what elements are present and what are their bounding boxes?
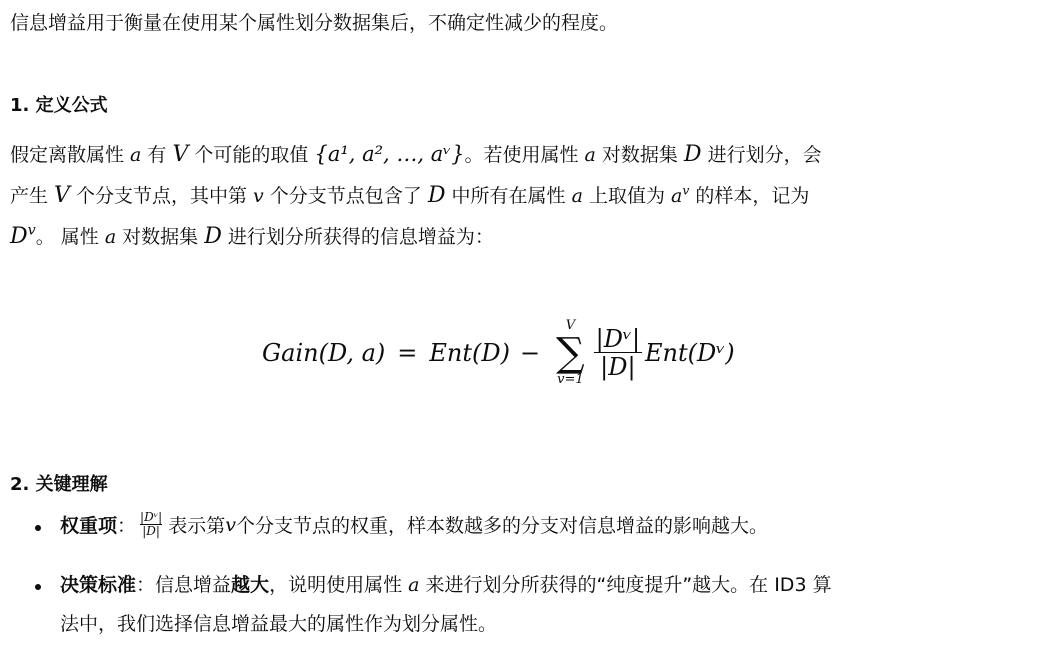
inline-weight-fraction [140,511,162,538]
math-a: a [571,185,583,207]
section-heading-key-understanding: 2. 关键理解 [10,474,108,495]
math-v: v [253,185,264,207]
text-span: 。 属性 [35,226,105,248]
math-D: D [204,224,222,249]
weight-fraction [594,326,642,381]
formula-lhs: Gain(D, a) [262,339,386,367]
text-span: 有 [141,144,173,166]
math-v: v [225,513,236,536]
text-span: ： [136,574,156,596]
section-heading-definition: 1. 定义公式 [10,95,108,116]
math-value-set: {a¹, a², …, aᵛ} [314,142,465,166]
formula-entropy: Ent(D) [429,339,510,367]
text-span: 。若使用属性 [464,144,585,166]
intro-text: 信息增益用于衡量在使用某个属性划分数据集后，不确定性减少的程度。 [10,12,619,34]
fraction-numerator: |Dᵛ| [595,324,641,353]
sigma-symbol: ∑ [556,330,585,376]
text-span: 来进行划分所获得的“纯度提升”越大。在 ID3 算 [419,574,832,596]
text-span: ： [117,515,137,537]
formula-minus: − [520,339,541,367]
text-span: 对数据集 [595,144,684,166]
math-a: a [408,574,420,596]
sum-lower-limit: v=1 [557,372,584,387]
formula-branch-entropy: Ent(Dᵛ) [645,339,735,367]
summation-operator [556,319,585,387]
math-a: a [584,144,596,166]
fraction-denominator: |D| [142,524,160,538]
text-span: 个分支节点，其中第 [69,185,254,207]
paragraph-line-1 [10,140,822,167]
paragraph-line-3 [10,222,494,249]
text-span: 假定离散属性 [10,144,131,166]
sum-upper-limit: V [565,318,576,333]
text-span: 个分支节点的权重，样本数越多的分支对信息增益的影响越大。 [235,515,768,537]
bullet-dot [35,525,41,531]
bullet-item-weight [60,511,768,538]
math-a-sup-v: $a^v$ [671,183,690,207]
math-D: D [427,183,446,208]
bullet-label: 权重项 [60,515,118,537]
text-span: 表示第 [168,515,226,537]
information-gain-formula [262,305,735,401]
text-span: 个可能的取值 [188,144,315,166]
text-span: 个分支节点包含了 [263,185,428,207]
paragraph-line-2 [10,181,809,208]
bullet-item-criterion [60,570,832,597]
text-span: 进行划分，会 [701,144,822,166]
text-span: 中所有在属性 [445,185,572,207]
text-span: 上取值为 [582,185,672,207]
fraction-numerator: |Dᵛ| [140,510,163,524]
math-D-sup-v: $D^v$ [10,222,36,249]
math-V: V [54,183,70,208]
text-span: 产生 [10,185,55,207]
fraction-denominator: |D| [600,352,636,381]
text-span: 进行划分所获得的信息增益为： [221,226,494,248]
text-span: 信息增益 [155,574,232,596]
math-a: a [104,226,117,248]
math-V: V [172,142,189,167]
formula-equals: = [397,339,418,367]
math-D: D [683,142,702,167]
math-a: a [130,144,142,166]
text-span: ，说明使用属性 [269,574,409,596]
emphasis-text: 越大 [231,574,270,596]
bullet-item-criterion-line-2: 法中，我们选择信息增益最大的属性作为划分属性。 [60,613,498,635]
bullet-dot [35,584,41,590]
bullet-label: 决策标准 [60,574,137,596]
text-span: 对数据集 [116,226,205,248]
text-span: 的样本，记为 [689,185,810,207]
